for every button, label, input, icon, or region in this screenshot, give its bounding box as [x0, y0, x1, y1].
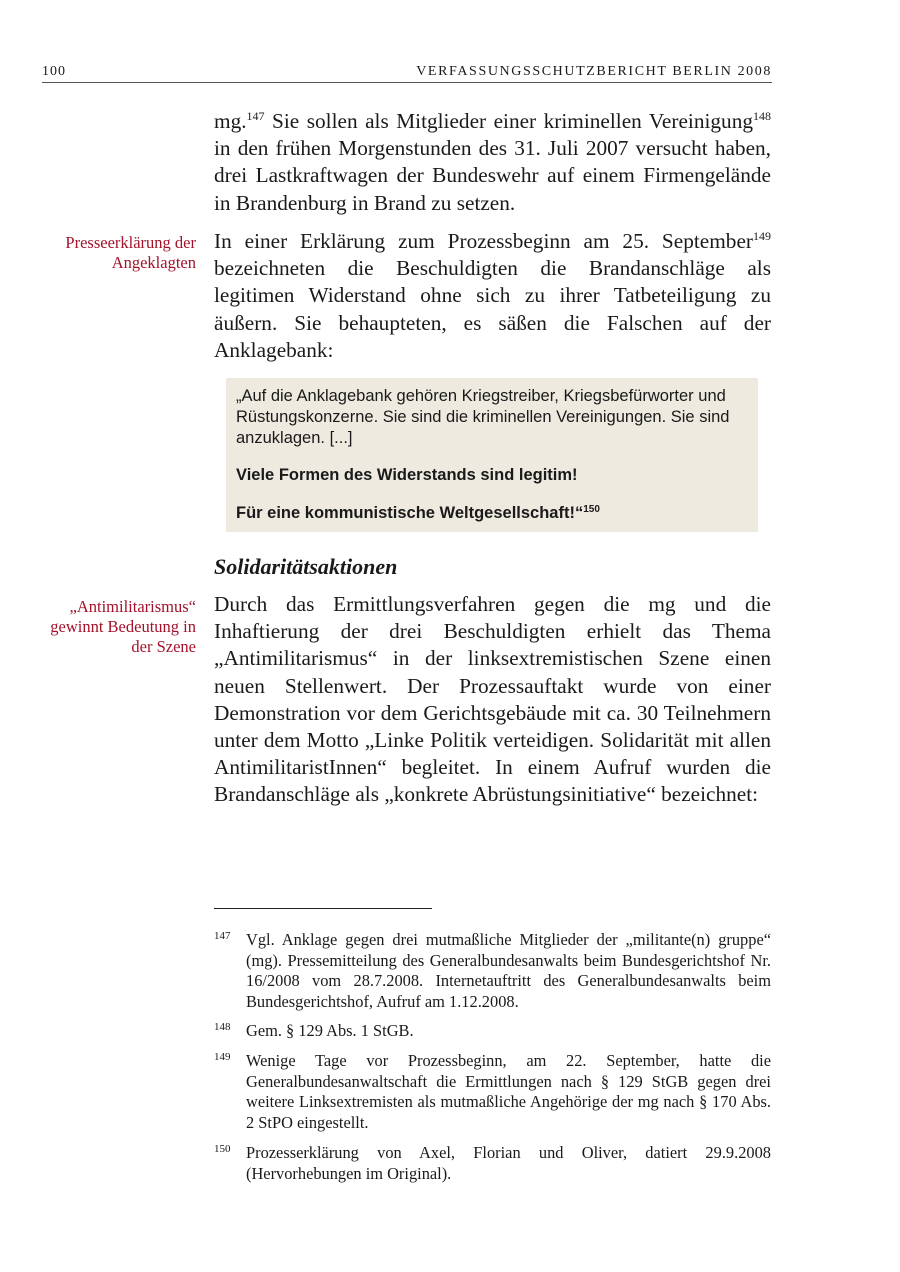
quote-box [226, 378, 758, 532]
margin-note-antimilitarism: „Antimilitarismus“ gewinnt Bedeutung in der Szene [50, 597, 196, 656]
page-header [42, 62, 772, 83]
footnote-separator [214, 908, 432, 909]
footnote-text: Prozesserklärung von Axel, Florian und Oliver, datiert 29.9.2008 (Hervorhebungen im Original). [246, 1143, 771, 1183]
footnote-ref-149[interactable]: 149 [753, 229, 771, 243]
body-paragraph-2: In einer Erklärung zum Prozessbeginn am 25. September$^{149}$ bezeichneten die Beschuldigten die Brandanschläge als legitimen Widerstand ohne sich zu ihrer Tatbeteiligung zu äußern. Sie behaupteten, es säßen die Falschen auf der Anklagebank: [214, 229, 771, 362]
footnote-number: 147 [214, 930, 231, 942]
footnote-149 [214, 1051, 771, 1133]
footnote-150 [214, 1143, 771, 1184]
footnote-ref-148[interactable]: 148 [753, 109, 771, 123]
body-paragraph-3: Durch das Ermittlungsverfahren gegen die mg und die Inhaftierung der drei Beschuldigten erhielt das Thema „Antimilitarismus“ in der linksextremistischen Szene einen neuen Stellenwert. Der Prozessauftakt wurde von einer Demonstration vor dem Gerichtsgebäude mit ca. 30 Teilnehmern unter dem Motto „Linke Politik verteidigen. Solidarität mit allen AntimilitaristInnen“ begleitet. In einem Aufruf wurden die Brandanschläge als „konkrete Abrüstungsinitiative“ bezeichnet: [214, 592, 771, 807]
section-heading: Solidaritätsaktionen [214, 554, 398, 579]
footnote-text: Gem. § 129 Abs. 1 StGB. [246, 1021, 414, 1040]
running-title: VERFASSUNGSSCHUTZBERICHT BERLIN 2008 [416, 64, 772, 79]
page-number: 100 [42, 64, 66, 79]
quote-bold-line-2: Für eine kommunistische Weltgesellschaft!“$^{150}$ [236, 504, 600, 522]
footnote-text: Vgl. Anklage gegen drei mutmaßliche Mitglieder der „militante(n) gruppe“ (mg). Pressemitteilung des Generalbundesanwalts beim Bundesgerichtshof Nr. 16/2008 vom 28.7.2008. Internetauftritt des Generalbundesanwalts beim Bundesgerichtshof, Aufruf am 1.12.2008. [246, 930, 771, 1011]
footnote-147 [214, 930, 771, 1012]
quote-bold-line-1: Viele Formen des Widerstands sind legitim! [236, 466, 578, 484]
footnote-ref-150[interactable]: 150 [583, 504, 600, 515]
body-paragraph-1: mg.$^{147}$ Sie sollen als Mitglieder einer kriminellen Vereinigung$^{148}$ in den frühen Morgenstunden des 31. Juli 2007 versucht haben, drei Lastkraftwagen der Bundeswehr auf einem Firmengelände in Brandenburg in Brand zu setzen. [214, 109, 771, 215]
margin-note-press-statement: Presseerklärung der Angeklagten [65, 233, 196, 272]
footnote-text: Wenige Tage vor Prozessbeginn, am 22. September, hatte die Generalbundesanwaltschaft die Ermittlungen nach § 129 StGB gegen drei weitere Linksextremisten als mutmaßliche Angehörige der mg nach § 170 Abs. 2 StPO eingestellt. [246, 1051, 771, 1132]
footnote-number: 150 [214, 1143, 231, 1155]
footnote-number: 148 [214, 1021, 231, 1033]
footnote-number: 149 [214, 1051, 231, 1063]
quote-text: „Auf die Anklagebank gehören Kriegstreiber, Kriegsbefürworter und Rüstungskonzerne. Sie sind die kriminellen Vereinigungen. Sie sind anzuklagen. [...] [236, 387, 730, 447]
footnote-ref-147[interactable]: 147 [246, 109, 265, 123]
footnote-148 [214, 1021, 771, 1042]
